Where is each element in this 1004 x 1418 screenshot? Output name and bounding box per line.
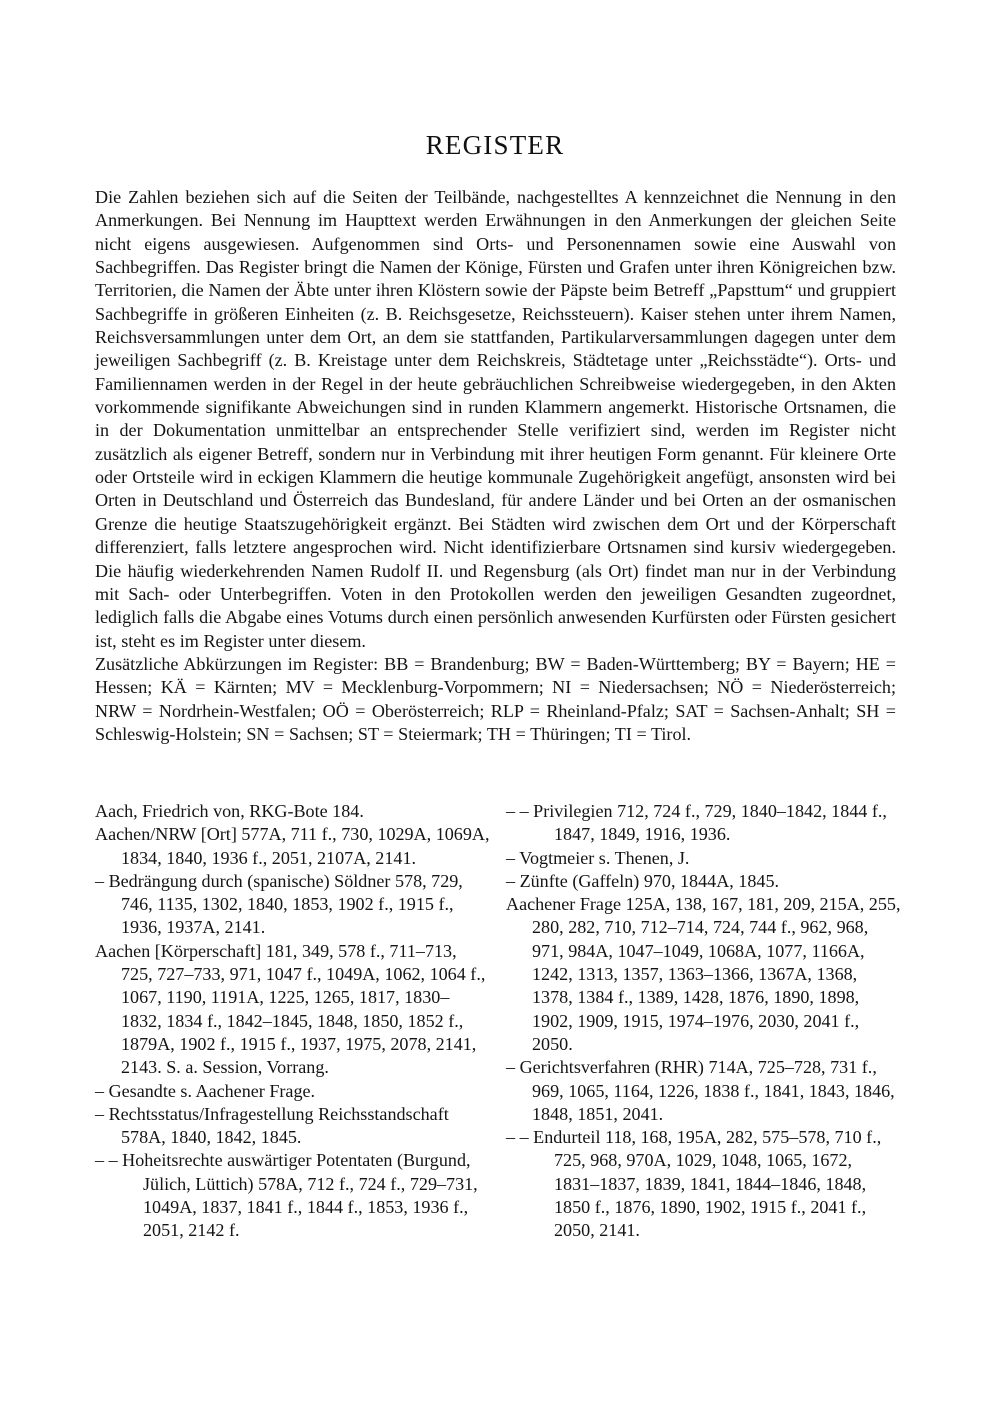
index-entry: – Rechtsstatus/Infragestellung Reichsstandschaft 578A, 1840, 1842, 1845. (95, 1103, 449, 1148)
index-entry: – – Endurteil 118, 168, 195A, 282, 575–578, 710 f., 725, 968, 970A, 1029, 1048, 1065, 1672, 1831–1837, 1839, 1841, 1844–1846, 1848, 1850 f., 1876, 1890, 1902, 1915 f., 2041 f., 2050, 2141. (506, 1127, 882, 1241)
index-entry: – – Privilegien 712, 724 f., 729, 1840–1842, 1844 f., 1847, 1849, 1916, 1936. (506, 801, 887, 845)
index-entry: Aachen/NRW [Ort] 577A, 711 f., 730, 1029A, 1069A, 1834, 1840, 1936 f., 2051, 2107A, 2141. (95, 824, 490, 868)
index-entry: Aach, Friedrich von, RKG-Bote 184. (95, 801, 364, 821)
index-entry: – Vogtmeier s. Thenen, J. (506, 847, 690, 868)
page-title: REGISTER (425, 130, 565, 161)
index-entry: Aachener Frage 125A, 138, 167, 181, 209, 215A, 255, 280, 282, 710, 712–714, 724, 744 f., 962, 968, 971, 984A, 1047–1049, 1068A, 1077, 1166A, 1242, 1313, 1357, 1363–1366, 1367A, 1368, 1378, 1384 f., 1389, 1428, 1876, 1890, 1898, 1902, 1909, 1915, 1974–1976, 2030, 2041 f., 2050. (506, 894, 901, 1054)
index-columns (95, 800, 901, 1243)
index-entry: – Gerichtsverfahren (RHR) 714A, 725–728, 731 f., 969, 1065, 1164, 1226, 1838 f., 1841, 1843, 1846, 1848, 1851, 2041. (506, 1057, 895, 1124)
introductory-note (95, 186, 896, 746)
index-column-right (506, 800, 901, 1243)
intro-paragraph-1: Die Zahlen beziehen sich auf die Seiten der Teilbände, nachgestelltes A kennzeichnet die Nennung in den Anmerkungen. Bei Nennung im Haupttext werden Erwähnungen in den Anmerkungen der gleichen Seite nicht eigens ausgewiesen. Aufgenommen sind Orts- und Personennamen sowie eine Auswahl von Sachbegriffen. Das Register bringt die Namen der Könige, Fürsten und Grafen unter ihren Königreichen bzw. Territorien, die Namen der Äbte unter ihren Klöstern sowie der Päpste beim Betreff „Papsttum“ und gruppiert Sachbegriffe in größeren Einheiten (z. B. Reichsgesetze, Reichssteuern). Kaiser stehen unter ihrem Namen, Reichsversammlungen unter dem Ort, an dem sie stattfanden, Partikularversammlungen dagegen unter dem jeweiligen Sachbegriff (z. B. Kreistage unter dem Reichskreis, Städtetage unter „Reichsstädte“). Orts- und Familiennamen werden in der Regel in der heute gebräuchlichen Schreibweise wiedergegeben, in den Akten vorkommende signifikante Abweichungen sind in runden Klammern angemerkt. Historische Ortsnamen, die in der Dokumentation unmittelbar an entsprechender Stelle verifiziert sind, werden im Register nicht zusätzlich als eigener Betreff, sondern nur in Verbindung mit ihrer heutigen Form genannt. Für kleinere Orte oder Ortsteile wird in eckigen Klammern die heutige kommunale Zugehörigkeit angefügt, ansonsten wird bei Orten in Deutschland und Österreich das Bundesland, für andere Länder und bei Orten an der osmanischen Grenze die heutige Staatszugehörigkeit ergänzt. Bei Städten wird zwischen dem Ort und der Körperschaft differenziert, falls letztere angesprochen wird. Nicht identifizierbare Ortsnamen sind kursiv wiedergegeben. Die häufig wiederkehrenden Namen Rudolf II. und Regensburg (als Ort) findet man nur in der Verbindung mit Sach- oder Unterbegriffen. Voten in den Protokollen werden den jeweiligen Gesandten zugeordnet, lediglich falls die Abgabe eines Votums durch einen persönlich anwesenden Kurfürsten oder Fürsten gesichert ist, steht es im Register unter diesem. (95, 187, 896, 651)
index-entry: – – Hoheitsrechte auswärtiger Potentaten (Burgund, Jülich, Lüttich) 578A, 712 f., 724 f., 729–731, 1049A, 1837, 1841 f., 1844 f., 1853, 1936 f., 2051, 2142 f. (95, 1150, 478, 1241)
index-entry: – Gesandte s. Aachener Frage. (95, 1080, 316, 1101)
index-entry: – Bedrängung durch (spanische) Söldner 578, 729, 746, 1135, 1302, 1840, 1853, 1902 f., 1915 f., 1936, 1937A, 2141. (95, 870, 463, 938)
index-entry: Aachen [Körperschaft] 181, 349, 578 f., 711–713, 725, 727–733, 971, 1047 f., 1049A, 1062, 1064 f., 1067, 1190, 1191A, 1225, 1265, 1817, 1830–1832, 1834 f., 1842–1845, 1848, 1850, 1852 f., 1879A, 1902 f., 1915 f., 1937, 1975, 2078, 2141, 2143. S. a. Session, Vorrang. (95, 940, 486, 1078)
index-entry: – Zünfte (Gaffeln) 970, 1844A, 1845. (506, 870, 780, 891)
intro-paragraph-2: Zusätzliche Abkürzungen im Register: BB = Brandenburg; BW = Baden-Württemberg; BY = Bayern; HE = Hessen; KÄ = Kärnten; MV = Mecklenburg-Vorpommern; NI = Niedersachsen; NÖ = Niederösterreich; NRW = Nordrhein-Westfalen; OÖ = Oberösterreich; RLP = Rheinland-Pfalz; SAT = Sachsen-Anhalt; SH = Schleswig-Holstein; SN = Sachsen; ST = Steiermark; TH = Thüringen; TI = Tirol. (95, 653, 896, 744)
index-column-left (95, 800, 490, 1243)
